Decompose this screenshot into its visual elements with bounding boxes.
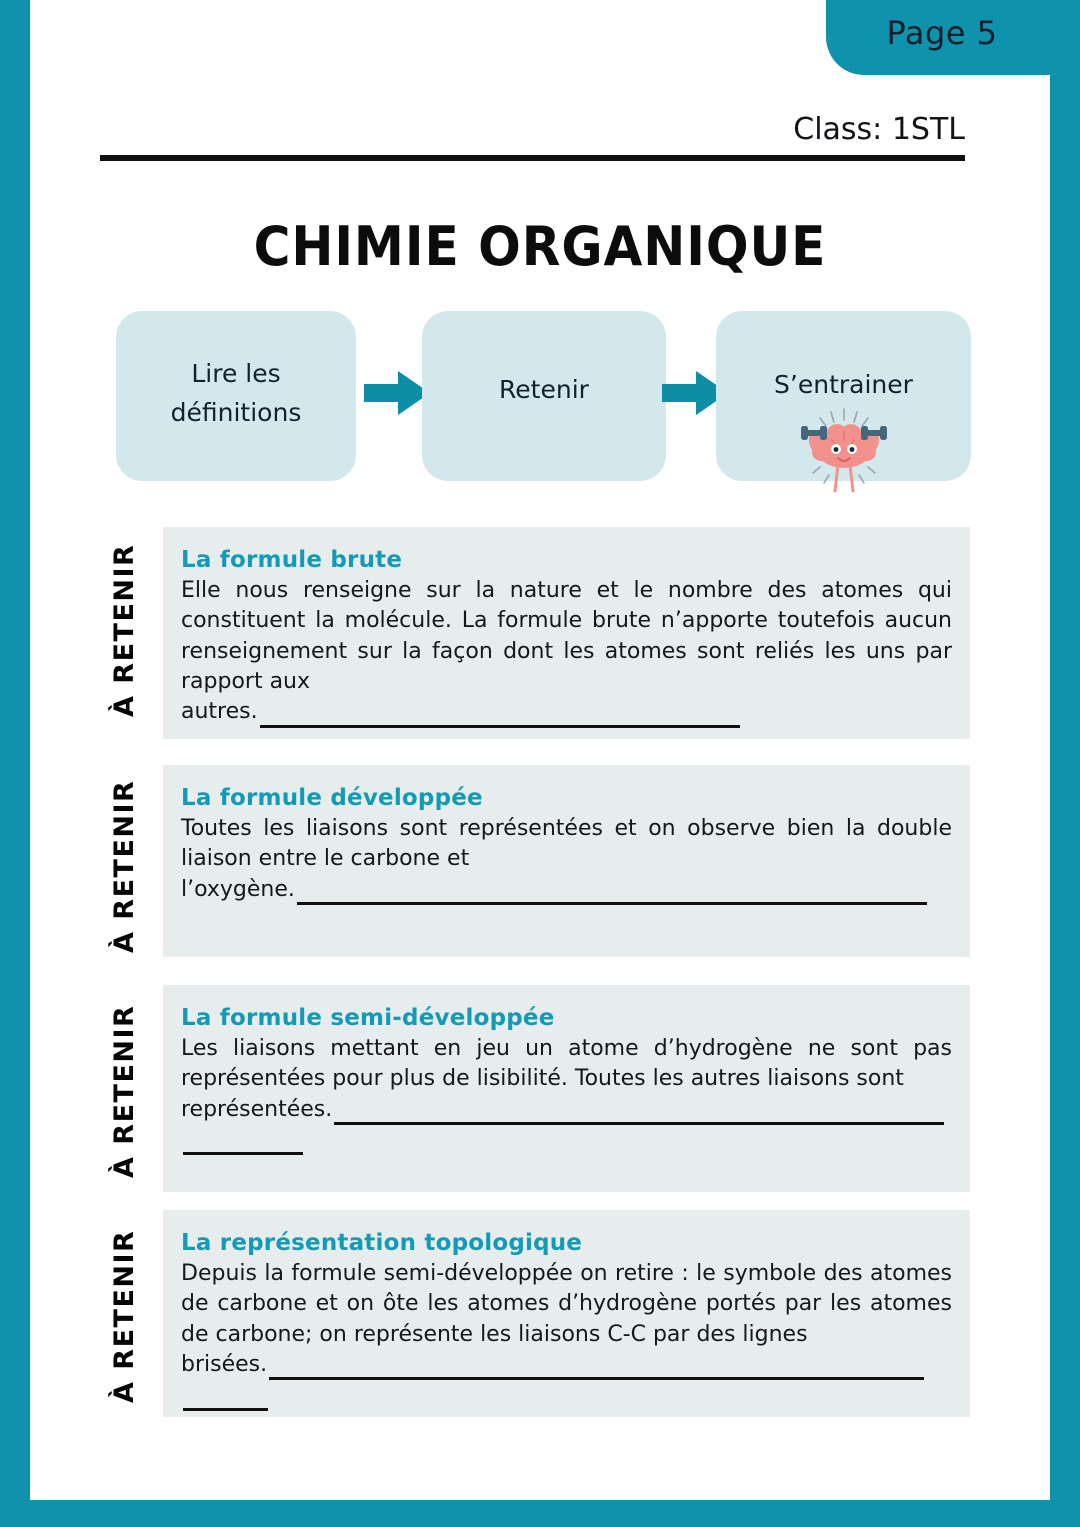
card-body-text: Toutes les liaisons sont représentées et on observe bien la double liaison entre le carbone et <box>181 816 952 872</box>
card-heading: La formule brute <box>181 547 403 573</box>
retenir-tab-4 <box>109 1218 156 1403</box>
retenir-tab-2 <box>109 773 156 953</box>
header-divider <box>100 155 965 161</box>
fill-in-blank[interactable] <box>334 1101 944 1125</box>
card-heading: La représentation topologique <box>181 1230 583 1256</box>
card-body <box>181 576 952 728</box>
page-number-banner <box>826 0 1080 75</box>
card-blank-line-extra <box>181 1380 952 1410</box>
card-blank-line <box>181 697 952 727</box>
card-body-text: Les liaisons mettant en jeu un atome d’hydrogène ne sont pas représentées pour plus de lisibilité. Toutes les autres liaisons sont <box>181 1036 952 1092</box>
class-line: Class: 1STL <box>793 112 965 147</box>
retenir-tab-label: À RETENIR <box>109 1004 140 1178</box>
card-blank-line <box>181 1095 952 1125</box>
card-body <box>181 814 952 905</box>
card-last-word: l’oxygène. <box>181 876 295 902</box>
retenir-tab-label: À RETENIR <box>109 543 140 717</box>
card-body <box>181 1034 952 1155</box>
retenir-tab-label: À RETENIR <box>109 1229 140 1403</box>
card-blank-line-extra <box>181 1125 952 1155</box>
card-body-text: Depuis la formule semi-développée on retire : le symbole des atomes de carbone et on ôte les atomes d’hydrogène portés par les atomes de carbone; on représente les liaisons C-C par des lignes <box>181 1261 952 1347</box>
card-last-word: brisées. <box>181 1352 268 1378</box>
retenir-card-4 <box>163 1210 970 1417</box>
fill-in-blank-continuation[interactable] <box>183 1132 303 1156</box>
step-label-3: S’entrainer <box>774 370 913 399</box>
card-heading: La formule développée <box>181 785 483 811</box>
card-body <box>181 1259 952 1411</box>
card-blank-line <box>181 875 952 905</box>
retenir-tab-label: À RETENIR <box>109 779 140 953</box>
step-box-2 <box>422 311 666 481</box>
step-box-3 <box>716 311 971 481</box>
fill-in-blank[interactable] <box>297 881 927 905</box>
card-heading: La formule semi-développée <box>181 1005 555 1031</box>
step-label-1: Lire les définitions <box>170 359 302 427</box>
steps-flow <box>116 311 971 481</box>
page-title: CHIMIE ORGANIQUE <box>253 215 827 278</box>
fill-in-blank[interactable] <box>260 704 740 728</box>
retenir-card-1 <box>163 527 970 739</box>
fill-in-blank[interactable] <box>269 1357 924 1381</box>
retenir-card-3 <box>163 985 970 1192</box>
retenir-tab-3 <box>109 993 156 1178</box>
step-label-2: Retenir <box>499 375 589 404</box>
card-last-word: autres. <box>181 699 258 725</box>
step-box-1 <box>116 311 356 481</box>
page-number-label: Page 5 <box>886 14 998 52</box>
card-blank-line <box>181 1350 952 1380</box>
card-last-word: représentées. <box>181 1096 333 1122</box>
retenir-tab-1 <box>109 537 156 717</box>
card-body-text: Elle nous renseigne sur la nature et le nombre des atomes qui constituent la molécule. La formule brute n’apporte toutefois aucun renseignement sur la façon dont les atomes sont reliés les uns par rapport aux <box>181 578 952 695</box>
fill-in-blank-continuation[interactable] <box>183 1387 268 1411</box>
retenir-card-2 <box>163 765 970 957</box>
flexing-brain-icon <box>784 407 904 493</box>
